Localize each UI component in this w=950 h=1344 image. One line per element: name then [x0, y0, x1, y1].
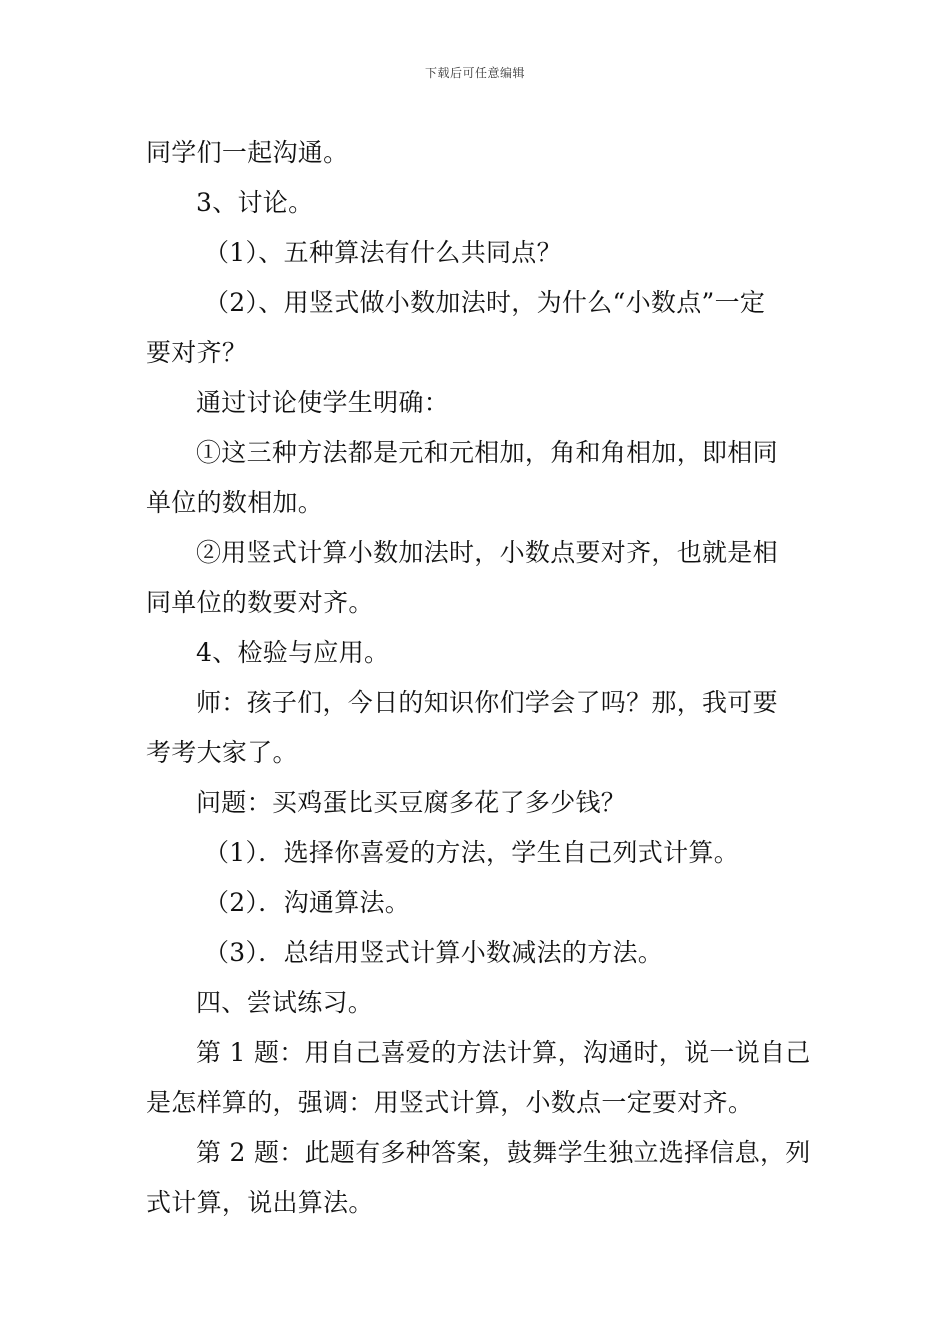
question-item: （1）．选择你喜爱的方法，学生自己列式计算。 [204, 838, 740, 867]
paragraph-line: 通过讨论使学生明确： [196, 388, 450, 417]
paragraph-line: 同单位的数要对齐。 [146, 588, 374, 617]
paragraph-line: 考考大家了。 [146, 738, 298, 767]
paragraph-line: 师：孩子们，今日的知识你们学会了吗？那，我可要 [196, 688, 778, 717]
question-item: （3）．总结用竖式计算小数减法的方法。 [204, 938, 664, 967]
paragraph-line: 单位的数相加。 [146, 488, 324, 517]
question-item: （2）．沟通算法。 [204, 888, 411, 917]
paragraph-line: 问题：买鸡蛋比买豆腐多花了多少钱？ [196, 788, 627, 817]
paragraph-line: 式计算，说出算法。 [146, 1188, 374, 1217]
page-header: 下载后可任意编辑 [424, 66, 525, 80]
section-heading: 3、讨论。 [196, 188, 314, 217]
list-item: ②用竖式计算小数加法时，小数点要对齐，也就是相 [196, 538, 778, 567]
paragraph-line: 要对齐？ [146, 338, 248, 367]
section-heading: 四、尝试练习。 [196, 988, 374, 1017]
document-body [146, 128, 811, 1228]
paragraph-line: 第 1 题：用自己喜爱的方法计算，沟通时，说一说自己 [196, 1038, 811, 1067]
paragraph-line: 第 2 题：此题有多种答案，鼓舞学生独立选择信息，列 [196, 1138, 811, 1167]
paragraph-line: 同学们一起沟通。 [146, 138, 349, 167]
question-item: （2）、用竖式做小数加法时，为什么“小数点”一定 [204, 288, 766, 317]
paragraph-line: 是怎样算的，强调：用竖式计算，小数点一定要对齐。 [146, 1088, 754, 1117]
section-heading: 4、检验与应用。 [196, 638, 390, 667]
question-item: （1）、五种算法有什么共同点？ [204, 238, 562, 267]
list-item: ①这三种方法都是元和元相加，角和角相加，即相同 [196, 438, 778, 467]
